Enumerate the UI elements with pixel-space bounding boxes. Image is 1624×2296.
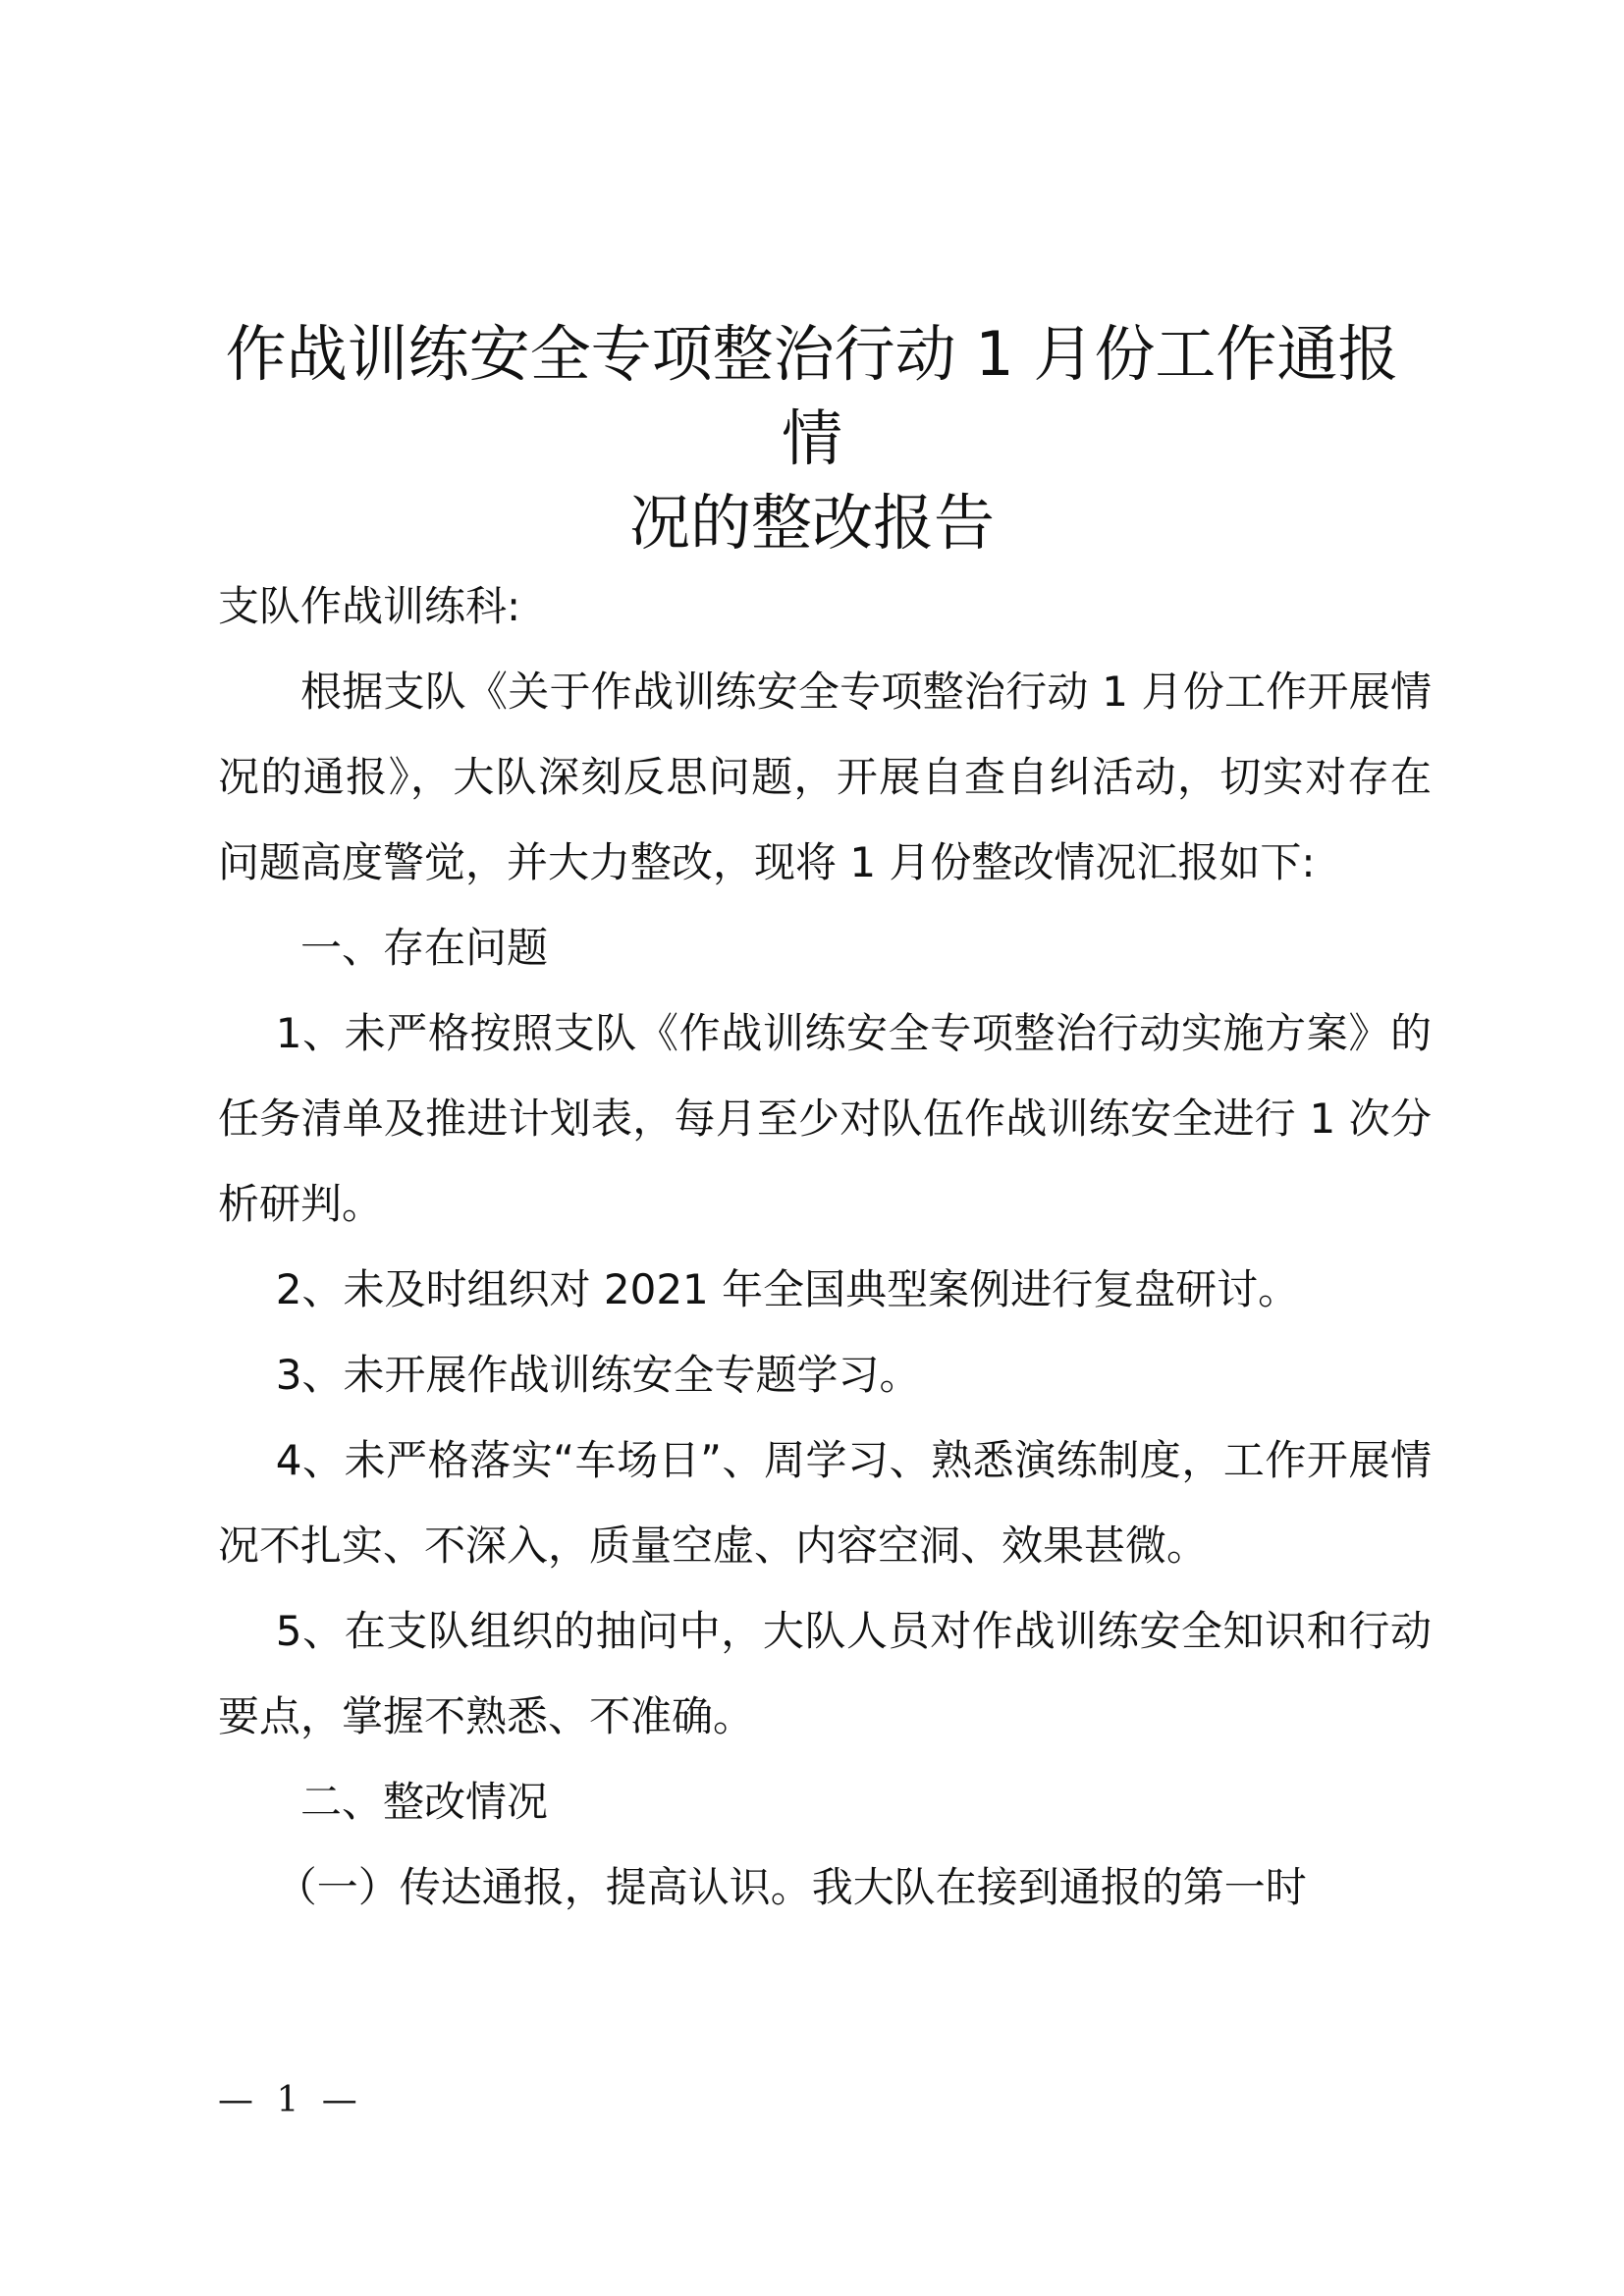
document-title <box>196 312 1428 565</box>
section-heading-problems: 一、存在问题 <box>300 924 549 972</box>
rectification-item-1: （一）传达通报，提高认识。我大队在接到通报的第一时 <box>275 1863 1307 1911</box>
problem-item-5: 5、在支队组织的抽问中，大队人员对作战训练安全知识和行动要点，掌握不熟悉、不准确。 <box>218 1607 1432 1740</box>
problem-item-3: 3、未开展作战训练安全专题学习。 <box>275 1351 921 1399</box>
intro-paragraph: 根据支队《关于作战训练安全专项整治行动 1 月份工作开展情况的通报》，大队深刻反思问题，开展自查自纠活动，切实对存在问题高度警觉，并大力整改，现将 1 月份整改情况汇报如下: <box>218 667 1432 886</box>
section-heading-rectification: 二、整改情况 <box>300 1778 549 1826</box>
page-number: — 1 — <box>218 2080 363 2120</box>
problem-item-2: 2、未及时组织对 2021 年全国典型案例进行复盘研讨。 <box>275 1265 1300 1313</box>
title-line-2: 况的整改报告 <box>628 487 995 559</box>
problem-item-4: 4、未严格落实“车场日”、周学习、熟悉演练制度，工作开展情况不扎实、不深入，质量空虚、内容空洞、效果甚微。 <box>218 1436 1432 1570</box>
problem-item-1: 1、未严格按照支队《作战训练安全专项整治行动实施方案》的任务清单及推进计划表，每月至少对队伍作战训练安全进行 1 次分析研判。 <box>218 1009 1432 1228</box>
salutation: 支队作战训练科: <box>218 582 521 630</box>
document-body <box>218 563 1432 1930</box>
title-line-1: 作战训练安全专项整治行动 1 月份工作通报情 <box>225 318 1399 474</box>
